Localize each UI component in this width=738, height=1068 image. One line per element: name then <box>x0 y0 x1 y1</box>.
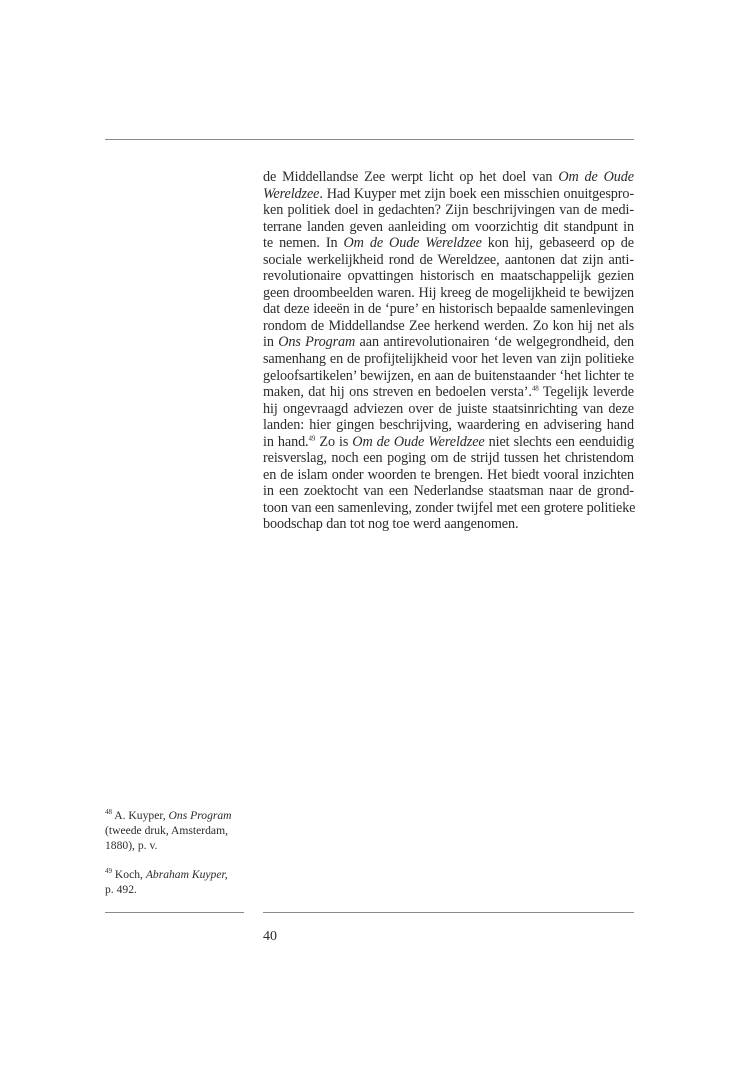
footnote-marker: 49 <box>308 434 316 443</box>
text-line <box>263 351 634 368</box>
footnote-49 <box>105 867 255 897</box>
text-run: Zo is <box>315 433 353 450</box>
text-line <box>263 516 634 533</box>
text-run: rondom de Middellandse Zee herkend werden. Zo kon hij net als <box>263 317 634 334</box>
text-line <box>263 186 634 203</box>
text-line <box>263 202 634 219</box>
text-run: samenhang en de profijtelijkheid voor het leven van zijn politieke <box>263 351 634 368</box>
text-run: hij ongevraagd adviezen over de juiste staatsinrichting van deze <box>263 400 634 417</box>
text-run: maken, dat hij ons streven en bedoelen versta’. <box>263 384 532 401</box>
text-line <box>263 401 634 418</box>
text-run: in een zoektocht van een Nederlandse staatsman naar de grond- <box>263 483 634 500</box>
text-run: Tegelijk leverde <box>538 384 634 401</box>
text-run: kon hij, gebaseerd op de <box>481 235 634 252</box>
text-line <box>263 235 634 252</box>
text-run: (tweede druk, Amsterdam, <box>105 824 228 838</box>
footnote-line <box>105 838 255 853</box>
text-run: terrane landen geven aanleiding om voorzichtig dit standpunt in <box>263 218 634 235</box>
footnote-marker: 48 <box>531 384 539 393</box>
text-run: toon van een samenleving, zonder twijfel met een grotere politieke <box>263 499 636 516</box>
footnote-line <box>105 808 255 823</box>
text-line <box>263 252 634 269</box>
text-run: en de islam onder woorden te brengen. Het biedt vooral inzichten <box>263 466 634 483</box>
text-line <box>263 268 634 285</box>
text-run: aan antirevolutionairen ‘de welgegrondheid, den <box>355 334 634 351</box>
text-run: te nemen. In <box>263 235 344 252</box>
footer-rule <box>263 912 634 913</box>
text-run: in hand. <box>263 433 309 450</box>
footnote-marker: 49 <box>105 866 112 875</box>
text-line <box>263 219 634 236</box>
footnote-line <box>105 882 255 897</box>
italic-title: Om de Oude Wereldzee <box>343 235 482 252</box>
text-run: de Middellandse Zee werpt licht op het doel van <box>263 169 559 185</box>
text-run: sociale werkelijkheid rond de Wereldzee, aantonen dat zijn anti- <box>263 251 634 268</box>
text-line <box>263 318 634 335</box>
text-line <box>263 301 634 318</box>
text-line <box>263 417 634 434</box>
italic-title: Om de Oude Wereldzee <box>352 433 485 450</box>
text-run: revolutionaire opvattingen historisch en maatschappelijk gezien <box>263 268 634 285</box>
text-line <box>263 368 634 385</box>
text-line <box>263 450 634 467</box>
footnote-marker: 48 <box>105 808 112 817</box>
text-run: dat deze ideeën in de ‘pure’ en historisch bepaalde samenlevingen <box>263 301 634 318</box>
text-run: geloofsartikelen’ bewijzen, en aan de buitenstaander ‘het lichter te <box>263 367 634 384</box>
page-number: 40 <box>263 929 277 944</box>
text-line <box>263 169 634 186</box>
text-run: in <box>263 334 279 351</box>
footnotes <box>105 808 255 910</box>
italic-title: Abraham Kuyper, <box>145 867 228 881</box>
text-run: niet slechts een eenduidig <box>484 433 635 450</box>
text-line <box>263 384 634 401</box>
body-paragraph <box>263 169 634 533</box>
text-line <box>263 334 634 351</box>
text-run: landen: hier gingen beschrijving, waardering en advisering hand <box>263 417 634 434</box>
text-line <box>263 500 634 517</box>
text-run: geen droombeelden waren. Hij kreeg de mogelijkheid te bewijzen <box>263 284 634 301</box>
italic-title: Om de Oude <box>558 169 634 185</box>
italic-title: Ons Program <box>168 809 232 822</box>
text-line <box>263 483 634 500</box>
footnote-column-rule <box>105 912 244 913</box>
text-run: A. Kuyper, <box>112 809 169 822</box>
footnote-48 <box>105 808 255 854</box>
text-run: ken politiek doel in gedachten? Zijn beschrijvingen van de medi- <box>263 202 634 219</box>
text-run: 1880), p. v. <box>105 839 158 853</box>
text-line <box>263 467 634 484</box>
footnote-line <box>105 823 255 838</box>
text-run: boodschap dan tot nog toe werd aangenomen. <box>263 516 519 533</box>
text-line <box>263 434 634 451</box>
text-run: p. 492. <box>105 882 137 896</box>
header-rule <box>105 139 634 140</box>
text-line <box>263 285 634 302</box>
text-run: . Had Kuyper met zijn boek een misschien onuitgespro- <box>319 185 634 202</box>
text-run: Koch, <box>112 867 146 881</box>
footnote-line <box>105 867 255 882</box>
italic-title: Ons Program <box>278 334 356 351</box>
text-run: reisverslag, noch een poging om de strijd tussen het christendom <box>263 450 634 467</box>
italic-title: Wereldzee <box>263 185 320 202</box>
